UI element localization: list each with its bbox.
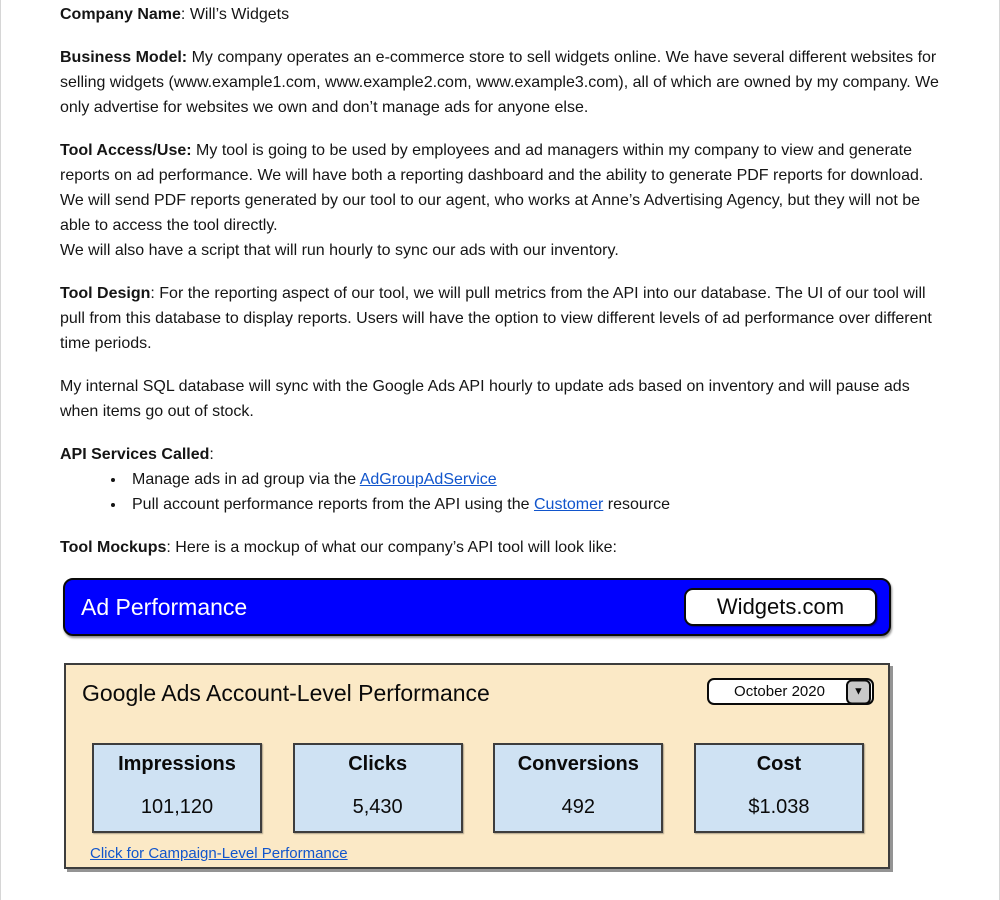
customer-link[interactable]: Customer — [533, 496, 604, 513]
company-name-label: Company Name — [60, 6, 181, 23]
api-services-label: API Services Called — [60, 446, 210, 463]
business-model-label: Business Model: — [60, 49, 188, 66]
adgroupadservice-link[interactable]: AdGroupAdService — [359, 471, 497, 488]
api-services-list — [60, 467, 940, 517]
business-model-text: My company operates an e-commerce store to sell widgets online. We have several different websites for selling widgets (www.example1.com, www.example2.com, www.example3.com), all of which are owned by my company. We only advertise for websites we own and don’t manage ads for anyone else. — [60, 49, 939, 116]
metric-value: 101,120 — [140, 796, 214, 818]
tool-access-text: My tool is going to be used by employees and ad managers within my company to view and generate reports on ad performance. We will have both a reporting dashboard and the ability to generate PDF reports for download. We will send PDF reports generated by our tool to our agent, who works at Anne’s Advertising Agency, but they will not be able to access the tool directly. — [60, 142, 924, 234]
metric-label: Clicks — [348, 753, 408, 775]
tool-design-text: : For the reporting aspect of our tool, we will pull metrics from the API into our database. The UI of our tool will pull from this database to display reports. Users will have the option to view different levels of ad performance over different time periods. — [60, 285, 932, 352]
paragraph-tool-design — [60, 281, 940, 356]
paragraph-sql-note: My internal SQL database will sync with the Google Ads API hourly to update ads based on inventory and will pause ads when items go out of stock. — [60, 378, 910, 420]
tool-mockup — [63, 578, 891, 869]
panel-title: Google Ads Account-Level Performance — [82, 680, 490, 706]
paragraph-tool-mockups — [60, 535, 940, 560]
bullet-2-pre: Pull account performance reports from the API using the — [132, 496, 534, 513]
company-name-text: : Will’s Widgets — [180, 6, 290, 23]
panel-header-row — [82, 678, 874, 707]
paragraph-tool-access — [60, 138, 940, 263]
api-services-heading — [60, 442, 940, 467]
metric-label: Cost — [756, 753, 802, 775]
tool-mockups-label: Tool Mockups — [60, 539, 167, 556]
metric-card-conversions — [493, 743, 663, 833]
paragraph-business-model — [60, 45, 940, 120]
account-performance-panel — [64, 663, 890, 869]
mockup-header-bar — [63, 578, 891, 636]
bullet-2-post: resource — [603, 496, 671, 513]
metric-label: Conversions — [517, 753, 639, 775]
chevron-down-icon[interactable]: ▼ — [846, 679, 871, 704]
metric-card-cost — [694, 743, 864, 833]
mockup-app-title: Ad Performance — [81, 593, 248, 620]
widgets-site-button[interactable]: Widgets.com — [684, 588, 877, 626]
month-dropdown-value: October 2020 — [734, 683, 825, 700]
campaign-level-link[interactable]: Click for Campaign-Level Performance — [90, 845, 348, 862]
tool-access-label: Tool Access/Use: — [60, 142, 192, 159]
metric-label: Impressions — [118, 753, 236, 775]
list-item — [126, 467, 940, 492]
paragraph-company-name — [60, 2, 940, 27]
metric-value: 492 — [561, 796, 595, 818]
section-api-services — [60, 442, 940, 517]
month-dropdown[interactable] — [707, 678, 874, 705]
bullet-1-pre: Manage ads in ad group via the — [132, 471, 360, 488]
tool-mockups-text: : Here is a mockup of what our company’s API tool will look like: — [166, 539, 617, 556]
metric-value: 5,430 — [352, 796, 403, 818]
metric-cards-row — [82, 743, 874, 833]
tool-access-line2: We will also have a script that will run hourly to sync our ads with our inventory. — [60, 242, 619, 259]
metric-value: $1.038 — [748, 796, 810, 818]
metric-card-clicks — [293, 743, 463, 833]
list-item — [126, 492, 940, 517]
api-services-colon: : — [209, 446, 214, 463]
tool-design-label: Tool Design — [60, 285, 151, 302]
metric-card-impressions — [92, 743, 262, 833]
